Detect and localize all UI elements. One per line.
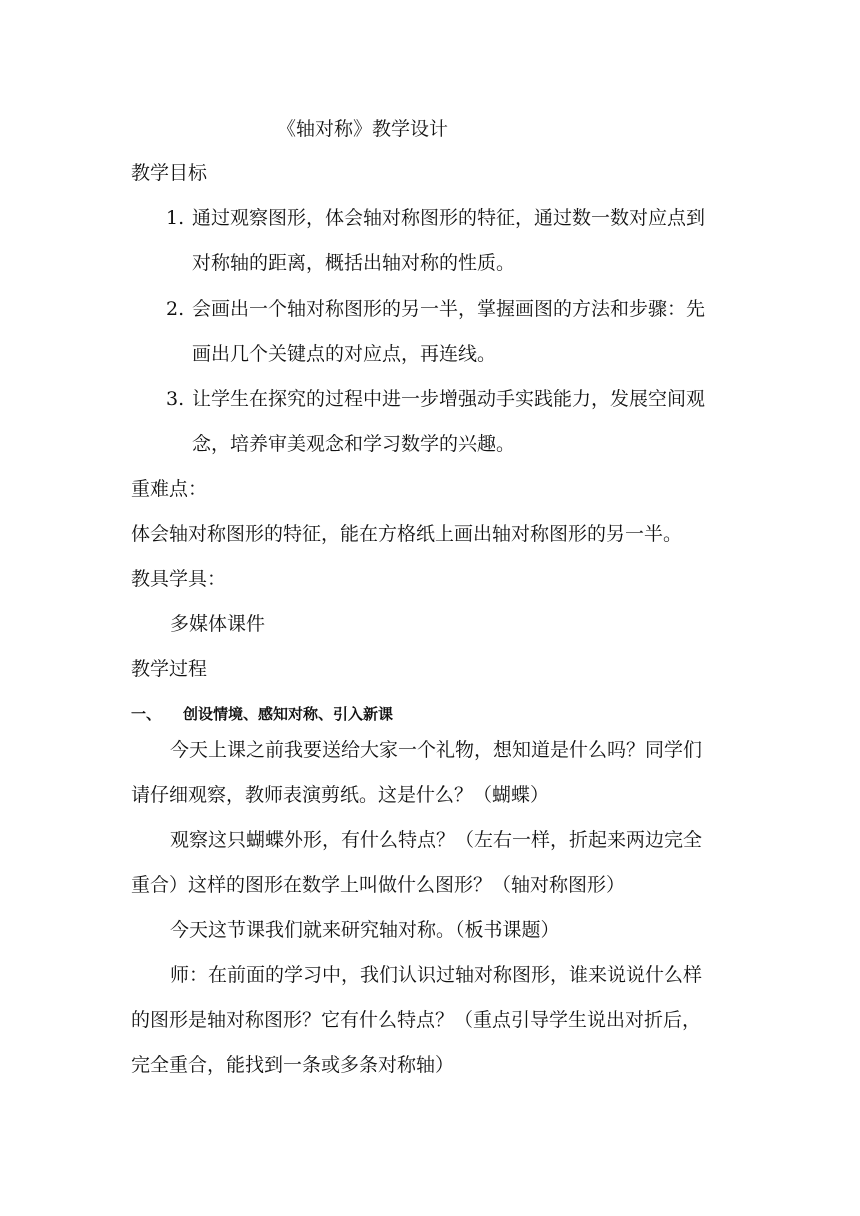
paragraph-line: 师：在前面的学习中，我们认识过轴对称图形，谁来说说什么样 [170,964,703,986]
objective-1-line-2: 对称轴的距离，概括出轴对称的性质。 [192,252,516,274]
objective-number-2: 2. [166,298,185,320]
paragraph-line: 完全重合，能找到一条或多条对称轴） [131,1054,455,1076]
objective-1-line-1: 通过观察图形，体会轴对称图形的特征，通过数一数对应点到 [192,207,706,229]
section-1-title: 创设情境、感知对称、引入新课 [183,705,394,723]
paragraph-line: 今天上课之前我要送给大家一个礼物，想知道是什么吗？同学们 [170,739,703,761]
paragraph-line: 今天这节课我们就来研究轴对称。（板书课题） [170,919,560,941]
objective-3-line-2: 念，培养审美观念和学习数学的兴趣。 [192,433,516,455]
objective-number-1: 1. [166,207,185,229]
section-1-number: 一、 [131,705,162,723]
tools-heading: 教具学具： [131,568,227,590]
process-heading: 教学过程 [131,658,208,680]
objective-2-line-1: 会画出一个轴对称图形的另一半，掌握画图的方法和步骤：先 [192,298,706,320]
document-title: 《轴对称》教学设计 [277,118,449,140]
paragraph-line: 请仔细观察，教师表演剪纸。这是什么？（蝴蝶） [131,784,550,806]
tools-text: 多媒体课件 [170,613,266,635]
paragraph-line: 观察这只蝴蝶外形，有什么特点？（左右一样，折起来两边完全 [170,829,703,851]
paragraph-line: 的图形是轴对称图形？它有什么特点？（重点引导学生说出对折后， [131,1009,702,1031]
objective-number-3: 3. [166,388,185,410]
key-points-heading: 重难点： [131,478,208,500]
paragraph-line: 重合）这样的图形在数学上叫做什么图形？（轴对称图形） [131,874,626,896]
objective-2-line-2: 画出几个关键点的对应点，再连线。 [192,343,497,365]
objectives-heading: 教学目标 [131,162,208,184]
key-points-text: 体会轴对称图形的特征，能在方格纸上画出轴对称图形的另一半。 [131,523,683,545]
objective-3-line-1: 让学生在探究的过程中进一步增强动手实践能力，发展空间观 [192,388,706,410]
